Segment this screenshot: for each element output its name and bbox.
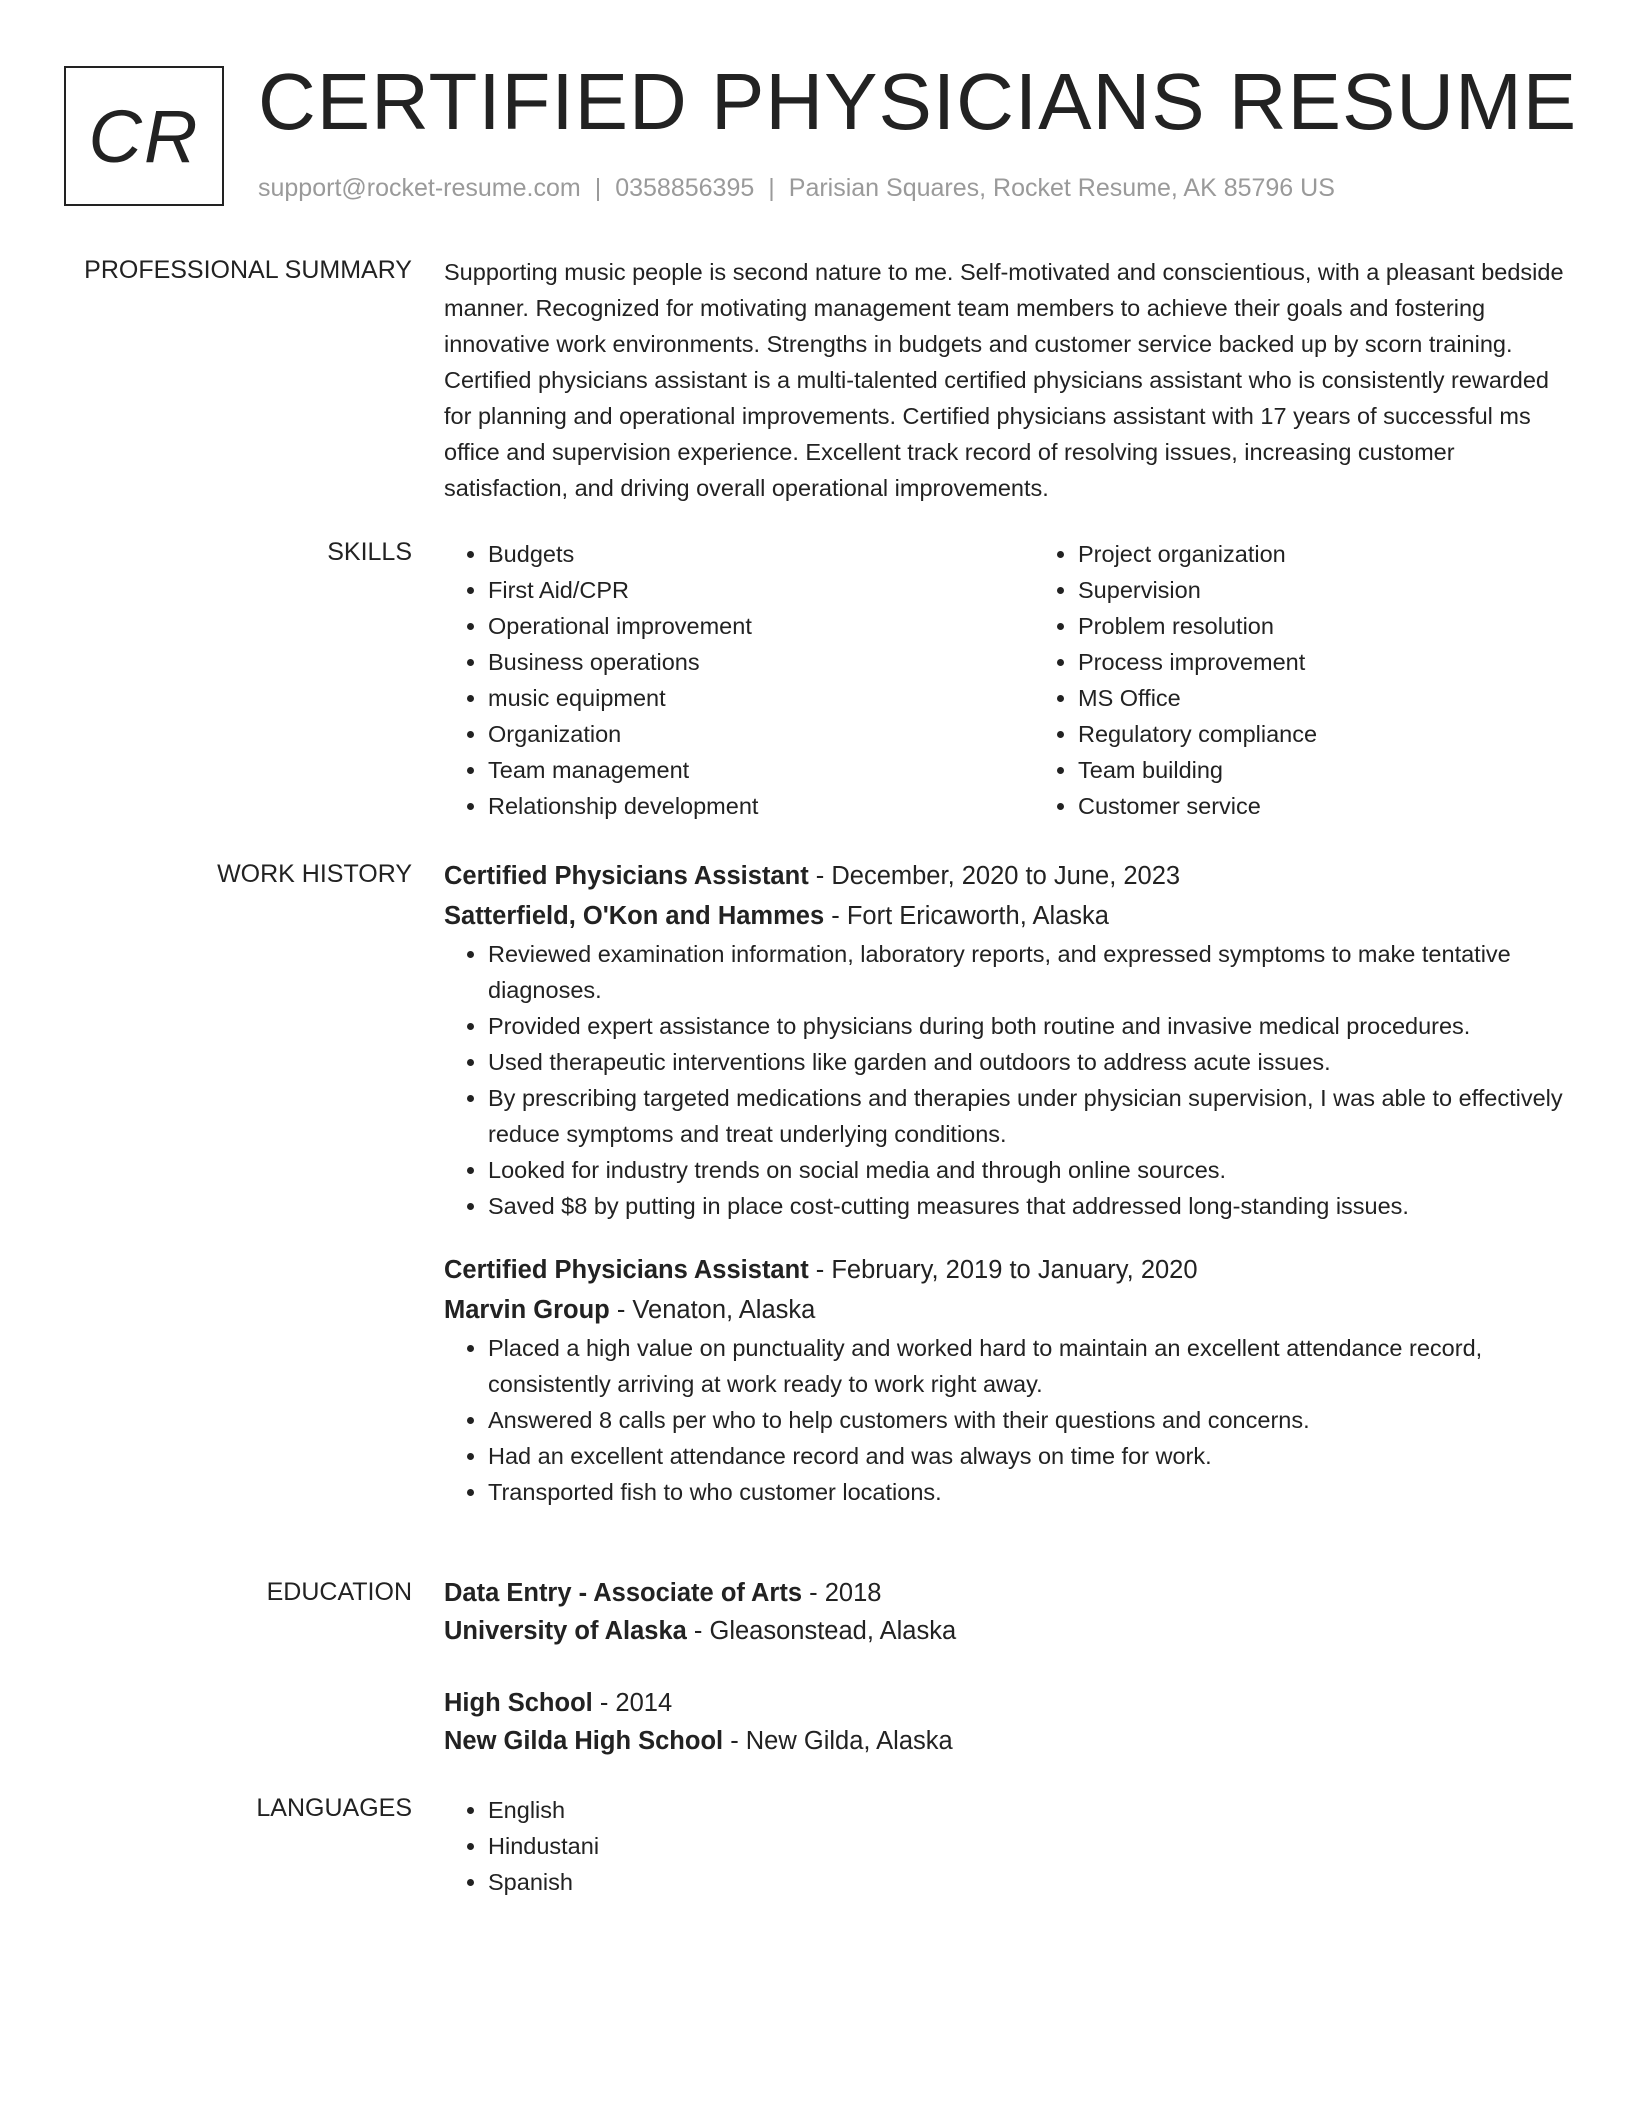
education-school: New Gilda High School [444, 1727, 724, 1755]
job-title-line [444, 1250, 1564, 1290]
job-location: - Venaton, Alaska [609, 1296, 816, 1324]
job-bullet: • Transported fish to who customer locations. [488, 1474, 1564, 1510]
job-bullets [444, 936, 1564, 1224]
language-item: • Hindustani [488, 1828, 1564, 1864]
job-bullet: • Reviewed examination information, laboratory reports, and expressed symptoms to make tentative diagnoses. [488, 936, 1564, 1008]
language-item: • Spanish [488, 1864, 1564, 1900]
skills-content [444, 536, 1564, 824]
skill-item: • Team building [1078, 752, 1624, 788]
education-degree-line [444, 1574, 1564, 1612]
job-bullet: • By prescribing targeted medications and therapies under physician supervision, I was able to effectively reduce symptoms and treat underlying conditions. [488, 1080, 1564, 1152]
contact-separator: | [594, 174, 602, 202]
skill-item: • Organization [488, 716, 1034, 752]
job-bullet: • Saved $8 by putting in place cost-cutting measures that addressed long-standing issues. [488, 1188, 1564, 1224]
education-school-line [444, 1722, 1564, 1760]
contact-email: support@rocket-resume.com [258, 174, 581, 202]
summary-content [444, 254, 1564, 506]
contact-separator: | [768, 174, 775, 202]
skill-item: • Operational improvement [488, 608, 1034, 644]
education-degree: High School [444, 1689, 593, 1717]
resume-title: CERTIFIED PHYSICIANS RESUME [258, 57, 1578, 146]
education-school: University of Alaska [444, 1617, 687, 1645]
skill-item: • First Aid/CPR [488, 572, 1034, 608]
job-title: Certified Physicians Assistant [444, 1256, 809, 1284]
section-label: LANGUAGES [256, 1794, 412, 1822]
skill-item: • MS Office [1078, 680, 1624, 716]
section-label: SKILLS [327, 538, 412, 566]
job-bullet: • Had an excellent attendance record and was always on time for work. [488, 1438, 1564, 1474]
job-bullet: • Provided expert assistance to physicians during both routine and invasive medical procedures. [488, 1008, 1564, 1044]
section-label: WORK HISTORY [217, 860, 412, 888]
job-bullet: • Used therapeutic interventions like garden and outdoors to address acute issues. [488, 1044, 1564, 1080]
job-company-line [444, 1290, 1564, 1330]
languages-list [444, 1792, 1564, 1900]
job-entry [444, 856, 1564, 1224]
job-bullet: • Answered 8 calls per who to help customers with their questions and concerns. [488, 1402, 1564, 1438]
job-location: - Fort Ericaworth, Alaska [824, 902, 1109, 930]
skill-item: • Problem resolution [1078, 608, 1624, 644]
skill-item: • Team management [488, 752, 1034, 788]
job-company-line [444, 896, 1564, 936]
education-location: - Gleasonstead, Alaska [686, 1617, 957, 1645]
education-entry [444, 1574, 1564, 1650]
contact-line [258, 174, 1335, 203]
language-item: • English [488, 1792, 1564, 1828]
education-year: - 2018 [802, 1579, 882, 1607]
skill-item: • music equipment [488, 680, 1034, 716]
education-degree-line [444, 1684, 1564, 1722]
work-content [444, 856, 1564, 1510]
monogram-logo: CR [64, 66, 224, 206]
skill-item: • Process improvement [1078, 644, 1624, 680]
skill-item: • Budgets [488, 536, 1034, 572]
job-dates: - February, 2019 to January, 2020 [808, 1256, 1198, 1284]
job-bullet: • Looked for industry trends on social media and through online sources. [488, 1152, 1564, 1188]
skill-item: • Business operations [488, 644, 1034, 680]
skill-item: • Customer service [1078, 788, 1624, 824]
skills-list-right [1034, 536, 1624, 824]
education-content [444, 1574, 1564, 1760]
education-school-line [444, 1612, 1564, 1650]
education-location: - New Gilda, Alaska [723, 1727, 953, 1755]
education-degree: Data Entry - Associate of Arts [444, 1579, 803, 1607]
job-title-line [444, 856, 1564, 896]
skills-list-left [444, 536, 1034, 824]
job-bullets [444, 1330, 1564, 1510]
education-entry [444, 1684, 1564, 1760]
summary-text: Supporting music people is second nature to me. Self-motivated and conscientious, with a pleasant bedside manner. Recognized for motivating management team members to achieve their goals and fostering innovative work environments. Strengths in budgets and customer service backed up by scorn training. Certified physicians assistant is a multi-talented certified physicians assistant who is consistently rewarded for planning and operational improvements. Certified physicians assistant with 17 years of successful ms office and supervision experience. Excellent track record of resolving issues, increasing customer satisfaction, and driving overall operational improvements. [444, 259, 1564, 501]
job-company: Marvin Group [444, 1296, 610, 1324]
section-label: EDUCATION [266, 1578, 412, 1606]
job-bullet: • Placed a high value on punctuality and worked hard to maintain an excellent attendance record, consistently arriving at work ready to work right away. [488, 1330, 1564, 1402]
job-title: Certified Physicians Assistant [444, 862, 809, 890]
job-entry [444, 1250, 1564, 1510]
skill-item: • Supervision [1078, 572, 1624, 608]
skill-item: • Project organization [1078, 536, 1624, 572]
languages-content [444, 1792, 1564, 1900]
job-dates: - December, 2020 to June, 2023 [808, 862, 1181, 890]
education-year: - 2014 [592, 1689, 673, 1717]
contact-address: Parisian Squares, Rocket Resume, AK 85796 US [788, 174, 1335, 202]
skill-item: • Relationship development [488, 788, 1034, 824]
skill-item: • Regulatory compliance [1078, 716, 1624, 752]
contact-phone: 0358856395 [615, 174, 755, 202]
section-label: PROFESSIONAL SUMMARY [84, 256, 412, 284]
job-company: Satterfield, O'Kon and Hammes [444, 902, 825, 930]
